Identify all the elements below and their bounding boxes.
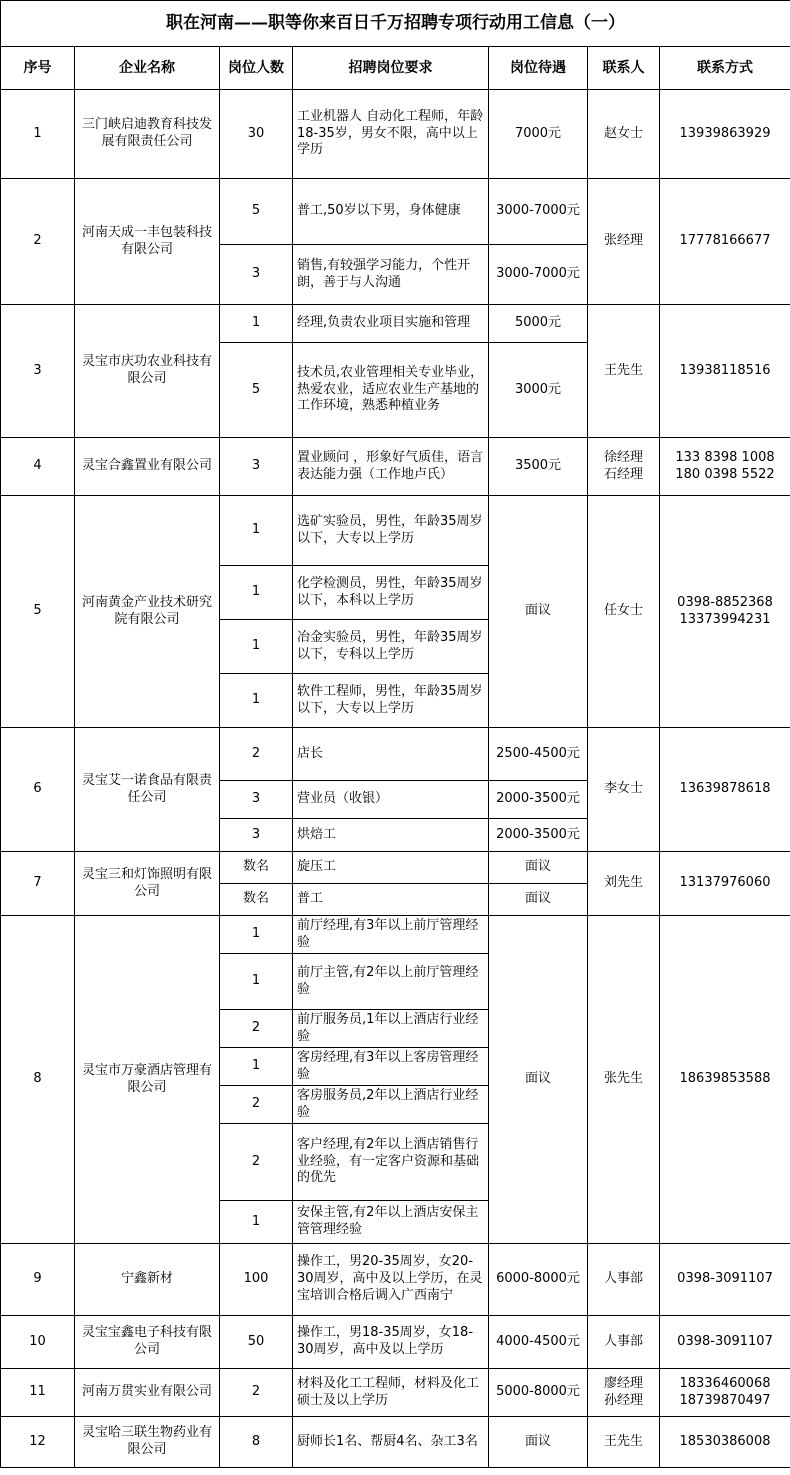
position-count: 1 — [220, 496, 293, 566]
position-requirements: 前厅主管,有2年以上前厅管理经验 — [293, 954, 489, 1010]
position-count: 5 — [220, 343, 293, 438]
company-name: 三门峡启迪教育科技发展有限责任公司 — [75, 90, 220, 179]
page-title: 职在河南——职等你来百日千万招聘专项行动用工信息（一） — [1, 1, 790, 47]
position-count: 1 — [220, 1201, 293, 1244]
position-pay: 面议 — [489, 884, 588, 916]
table-row — [1, 90, 790, 179]
contact-phone: 13938118516 — [660, 305, 790, 438]
contact-phone: 0398-8852368 13373994231 — [660, 496, 790, 728]
position-pay: 5000-8000元 — [489, 1369, 588, 1417]
contact-phone: 18336460068 18739870497 — [660, 1369, 790, 1417]
table-row — [1, 728, 790, 781]
position-count: 50 — [220, 1316, 293, 1369]
company-name: 灵宝艾一诺食品有限责任公司 — [75, 728, 220, 852]
position-count: 3 — [220, 781, 293, 819]
position-requirements: 旋压工 — [293, 852, 489, 884]
contact-person: 王先生 — [588, 305, 660, 438]
company-name: 河南黄金产业技术研究院有限公司 — [75, 496, 220, 728]
position-count: 1 — [220, 566, 293, 620]
row-number: 6 — [1, 728, 75, 852]
position-requirements: 操作工，男20-35周岁，女20-30周岁，高中及以上学历，在灵宝培训合格后调入广西南宁 — [293, 1244, 489, 1316]
position-count: 3 — [220, 438, 293, 496]
position-requirements: 前厅经理,有3年以上前厅管理经验 — [293, 916, 489, 954]
position-requirements: 销售,有较强学习能力，个性开朗，善于与人沟通 — [293, 245, 489, 305]
header-pay: 岗位待遇 — [489, 47, 588, 90]
table-row — [1, 1244, 790, 1316]
position-count: 2 — [220, 1369, 293, 1417]
header-phone: 联系方式 — [660, 47, 790, 90]
position-pay: 面议 — [489, 916, 588, 1244]
table-row — [1, 305, 790, 343]
position-requirements: 软件工程师，男性，年龄35周岁以下，大专以上学历 — [293, 674, 489, 728]
position-requirements: 冶金实验员，男性，年龄35周岁以下，专科以上学历 — [293, 620, 489, 674]
position-pay: 3000元 — [489, 343, 588, 438]
position-count: 1 — [220, 916, 293, 954]
table-row — [1, 1369, 790, 1417]
header-company: 企业名称 — [75, 47, 220, 90]
contact-phone: 18639853588 — [660, 916, 790, 1244]
contact-phone: 13939863929 — [660, 90, 790, 179]
contact-phone: 18530386008 — [660, 1417, 790, 1468]
position-requirements: 普工,50岁以下男，身体健康 — [293, 179, 489, 245]
table-row — [1, 1316, 790, 1369]
position-pay: 2000-3500元 — [489, 819, 588, 852]
contact-person: 任女士 — [588, 496, 660, 728]
position-requirements: 操作工，男18-35周岁，女18-30周岁，高中及以上学历 — [293, 1316, 489, 1369]
position-count: 数名 — [220, 852, 293, 884]
table-row — [1, 1417, 790, 1468]
contact-person: 李女士 — [588, 728, 660, 852]
contact-person: 张先生 — [588, 916, 660, 1244]
company-name: 灵宝市万豪酒店管理有限公司 — [75, 916, 220, 1244]
position-requirements: 前厅服务员,1年以上酒店行业经验 — [293, 1010, 489, 1048]
header-no: 序号 — [1, 47, 75, 90]
company-name: 灵宝三和灯饰照明有限公司 — [75, 852, 220, 916]
table-row — [1, 438, 790, 496]
contact-phone: 13639878618 — [660, 728, 790, 852]
contact-phone: 0398-3091107 — [660, 1316, 790, 1369]
table-row — [1, 179, 790, 245]
contact-person: 人事部 — [588, 1244, 660, 1316]
contact-person: 徐经理 石经理 — [588, 438, 660, 496]
contact-person: 人事部 — [588, 1316, 660, 1369]
position-count: 1 — [220, 305, 293, 343]
header-contact: 联系人 — [588, 47, 660, 90]
contact-person: 刘先生 — [588, 852, 660, 916]
contact-phone: 13137976060 — [660, 852, 790, 916]
row-number: 8 — [1, 916, 75, 1244]
row-number: 10 — [1, 1316, 75, 1369]
position-requirements: 烘焙工 — [293, 819, 489, 852]
row-number: 4 — [1, 438, 75, 496]
position-requirements: 化学检测员，男性，年龄35周岁以下，本科以上学历 — [293, 566, 489, 620]
position-count: 3 — [220, 245, 293, 305]
position-count: 3 — [220, 819, 293, 852]
position-requirements: 客房经理,有3年以上客房管理经验 — [293, 1048, 489, 1086]
company-name: 宁鑫新材 — [75, 1244, 220, 1316]
position-requirements: 工业机器人 自动化工程师，年龄18-35岁，男女不限，高中以上学历 — [293, 90, 489, 179]
position-requirements: 客户经理,有2年以上酒店销售行业经验，有一定客户资源和基础的优先 — [293, 1124, 489, 1201]
position-requirements: 客房服务员,2年以上酒店行业经验 — [293, 1086, 489, 1124]
position-pay: 4000-4500元 — [489, 1316, 588, 1369]
position-requirements: 普工 — [293, 884, 489, 916]
contact-phone: 0398-3091107 — [660, 1244, 790, 1316]
position-count: 30 — [220, 90, 293, 179]
contact-person: 王先生 — [588, 1417, 660, 1468]
position-pay: 面议 — [489, 1417, 588, 1468]
position-requirements: 经理,负责农业项目实施和管理 — [293, 305, 489, 343]
position-count: 100 — [220, 1244, 293, 1316]
position-pay: 7000元 — [489, 90, 588, 179]
contact-phone: 133 8398 1008 180 0398 5522 — [660, 438, 790, 496]
contact-phone: 17778166677 — [660, 179, 790, 305]
position-requirements: 安保主管,有2年以上酒店安保主管管理经验 — [293, 1201, 489, 1244]
position-pay: 面议 — [489, 496, 588, 728]
company-name: 灵宝哈三联生物药业有限公司 — [75, 1417, 220, 1468]
table-row — [1, 852, 790, 884]
company-name: 灵宝宝鑫电子科技有限公司 — [75, 1316, 220, 1369]
position-pay: 2500-4500元 — [489, 728, 588, 781]
position-requirements: 技术员,农业管理相关专业毕业，热爱农业，适应农业生产基地的工作环境，熟悉种植业务 — [293, 343, 489, 438]
position-requirements: 置业顾问 ，形象好气质佳，语言表达能力强（工作地卢氏） — [293, 438, 489, 496]
company-name: 灵宝合鑫置业有限公司 — [75, 438, 220, 496]
position-pay: 面议 — [489, 852, 588, 884]
position-pay: 3000-7000元 — [489, 245, 588, 305]
position-count: 2 — [220, 1124, 293, 1201]
position-count: 1 — [220, 620, 293, 674]
position-count: 2 — [220, 1010, 293, 1048]
contact-person: 张经理 — [588, 179, 660, 305]
position-count: 2 — [220, 1086, 293, 1124]
row-number: 11 — [1, 1369, 75, 1417]
position-requirements: 选矿实验员，男性，年龄35周岁以下，大专以上学历 — [293, 496, 489, 566]
position-requirements: 材料及化工工程师，材料及化工硕士及以上学历 — [293, 1369, 489, 1417]
table-row — [1, 496, 790, 566]
position-pay: 5000元 — [489, 305, 588, 343]
row-number: 5 — [1, 496, 75, 728]
position-count: 数名 — [220, 884, 293, 916]
position-pay: 6000-8000元 — [489, 1244, 588, 1316]
position-requirements: 营业员（收银） — [293, 781, 489, 819]
row-number: 2 — [1, 179, 75, 305]
company-name: 河南天成一丰包装科技有限公司 — [75, 179, 220, 305]
position-count: 1 — [220, 1048, 293, 1086]
position-pay: 3500元 — [489, 438, 588, 496]
position-count: 8 — [220, 1417, 293, 1468]
header-row — [1, 47, 790, 90]
row-number: 3 — [1, 305, 75, 438]
position-pay: 3000-7000元 — [489, 179, 588, 245]
table-row — [1, 916, 790, 954]
contact-person: 赵女士 — [588, 90, 660, 179]
position-requirements: 店长 — [293, 728, 489, 781]
position-pay: 2000-3500元 — [489, 781, 588, 819]
row-number: 12 — [1, 1417, 75, 1468]
company-name: 灵宝市庆功农业科技有限公司 — [75, 305, 220, 438]
company-name: 河南万贯实业有限公司 — [75, 1369, 220, 1417]
title-row — [1, 1, 790, 47]
row-number: 1 — [1, 90, 75, 179]
contact-person: 廖经理 孙经理 — [588, 1369, 660, 1417]
position-count: 1 — [220, 674, 293, 728]
position-requirements: 厨师长1名、帮厨4名、杂工3名 — [293, 1417, 489, 1468]
row-number: 9 — [1, 1244, 75, 1316]
header-count: 岗位人数 — [220, 47, 293, 90]
position-count: 5 — [220, 179, 293, 245]
position-count: 1 — [220, 954, 293, 1010]
row-number: 7 — [1, 852, 75, 916]
header-requirements: 招聘岗位要求 — [293, 47, 489, 90]
position-count: 2 — [220, 728, 293, 781]
